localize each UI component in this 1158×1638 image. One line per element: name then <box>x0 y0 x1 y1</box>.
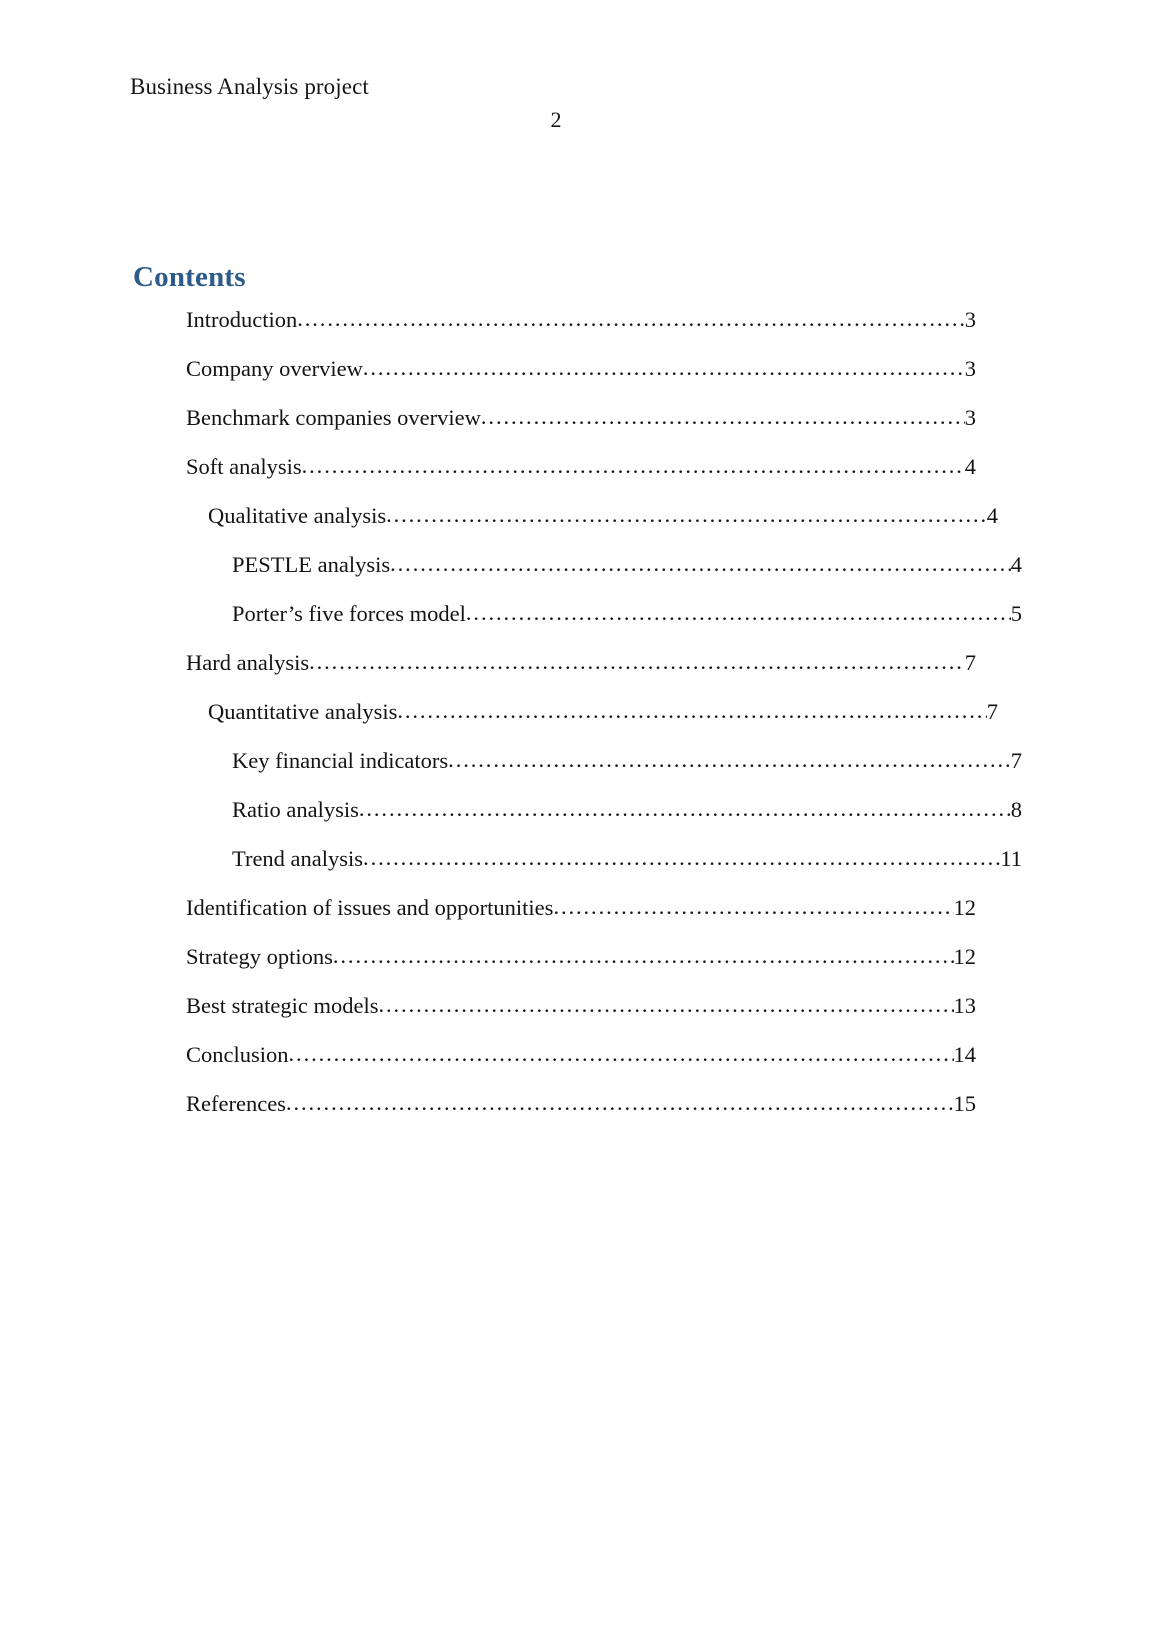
toc-entry-label: Soft analysis <box>186 454 302 479</box>
toc-entry-page-number: 7 <box>964 650 976 675</box>
toc-dot-leader <box>309 648 965 675</box>
toc-entry-label: Key financial indicators <box>232 748 449 773</box>
table-of-contents <box>186 306 1022 1139</box>
toc-entry-label: Identification of issues and opportunities <box>186 895 554 920</box>
toc-entry[interactable] <box>186 845 1022 872</box>
toc-entry-page-number: 14 <box>953 1042 976 1067</box>
header-page-number: 2 <box>550 107 562 132</box>
toc-dot-leader <box>302 452 965 479</box>
toc-entry-label: Quantitative analysis <box>208 699 398 724</box>
toc-dot-leader <box>378 991 953 1018</box>
toc-entry-page-number: 7 <box>986 699 998 724</box>
toc-entry-label: Conclusion <box>186 1042 289 1067</box>
toc-entry[interactable] <box>186 551 1022 578</box>
toc-entry-page-number: 4 <box>986 503 998 528</box>
toc-dot-leader <box>448 746 1011 773</box>
toc-entry-page-number: 11 <box>1000 846 1022 871</box>
toc-entry-label: Introduction <box>186 307 298 332</box>
toc-dot-leader <box>363 354 965 381</box>
toc-dot-leader <box>390 550 1011 577</box>
toc-entry-label: Trend analysis <box>232 846 364 871</box>
toc-entry[interactable] <box>186 1041 976 1068</box>
toc-dot-leader <box>363 844 1000 871</box>
contents-heading: Contents <box>133 261 246 293</box>
page-header <box>130 72 1030 132</box>
toc-entry-page-number: 12 <box>953 944 976 969</box>
toc-entry[interactable] <box>186 698 998 725</box>
toc-entry[interactable] <box>186 649 976 676</box>
toc-entry-page-number: 4 <box>964 454 976 479</box>
toc-entry-label: Hard analysis <box>186 650 310 675</box>
toc-entry-label: Company overview <box>186 356 363 381</box>
toc-entry-label: Strategy options <box>186 944 333 969</box>
toc-dot-leader <box>397 697 986 724</box>
toc-entry-label: Porter’s five forces model <box>232 601 466 626</box>
toc-entry[interactable] <box>186 502 998 529</box>
toc-entry[interactable] <box>186 1090 976 1117</box>
toc-dot-leader <box>481 403 965 430</box>
toc-entry-page-number: 3 <box>964 405 976 430</box>
toc-entry[interactable] <box>186 943 976 970</box>
toc-entry-page-number: 12 <box>953 895 976 920</box>
toc-dot-leader <box>386 501 987 528</box>
toc-dot-leader <box>359 795 1011 822</box>
toc-dot-leader <box>297 305 965 332</box>
toc-dot-leader <box>466 599 1011 626</box>
toc-entry-label: Ratio analysis <box>232 797 359 822</box>
toc-entry[interactable] <box>186 404 976 431</box>
toc-entry[interactable] <box>186 894 976 921</box>
toc-dot-leader <box>553 893 953 920</box>
toc-entry[interactable] <box>186 992 976 1019</box>
toc-entry[interactable] <box>186 600 1022 627</box>
toc-entry[interactable] <box>186 747 1022 774</box>
toc-entry-page-number: 5 <box>1010 601 1022 626</box>
toc-entry-page-number: 3 <box>964 356 976 381</box>
toc-entry-page-number: 13 <box>953 993 976 1018</box>
toc-entry-label: Benchmark companies overview <box>186 405 481 430</box>
toc-entry-page-number: 4 <box>1010 552 1022 577</box>
toc-entry-label: Best strategic models <box>186 993 379 1018</box>
toc-entry-page-number: 15 <box>953 1091 976 1116</box>
toc-entry[interactable] <box>186 306 976 333</box>
toc-entry-page-number: 3 <box>964 307 976 332</box>
toc-entry[interactable] <box>186 796 1022 823</box>
header-document-title: Business Analysis project <box>130 74 369 99</box>
toc-entry-label: PESTLE analysis <box>232 552 391 577</box>
toc-dot-leader <box>289 1040 954 1067</box>
toc-dot-leader <box>333 942 954 969</box>
toc-entry-label: References <box>186 1091 286 1116</box>
toc-entry[interactable] <box>186 355 976 382</box>
toc-entry-label: Qualitative analysis <box>208 503 387 528</box>
toc-entry-page-number: 8 <box>1010 797 1022 822</box>
toc-entry-page-number: 7 <box>1010 748 1022 773</box>
toc-dot-leader <box>286 1089 954 1116</box>
toc-entry[interactable] <box>186 453 976 480</box>
